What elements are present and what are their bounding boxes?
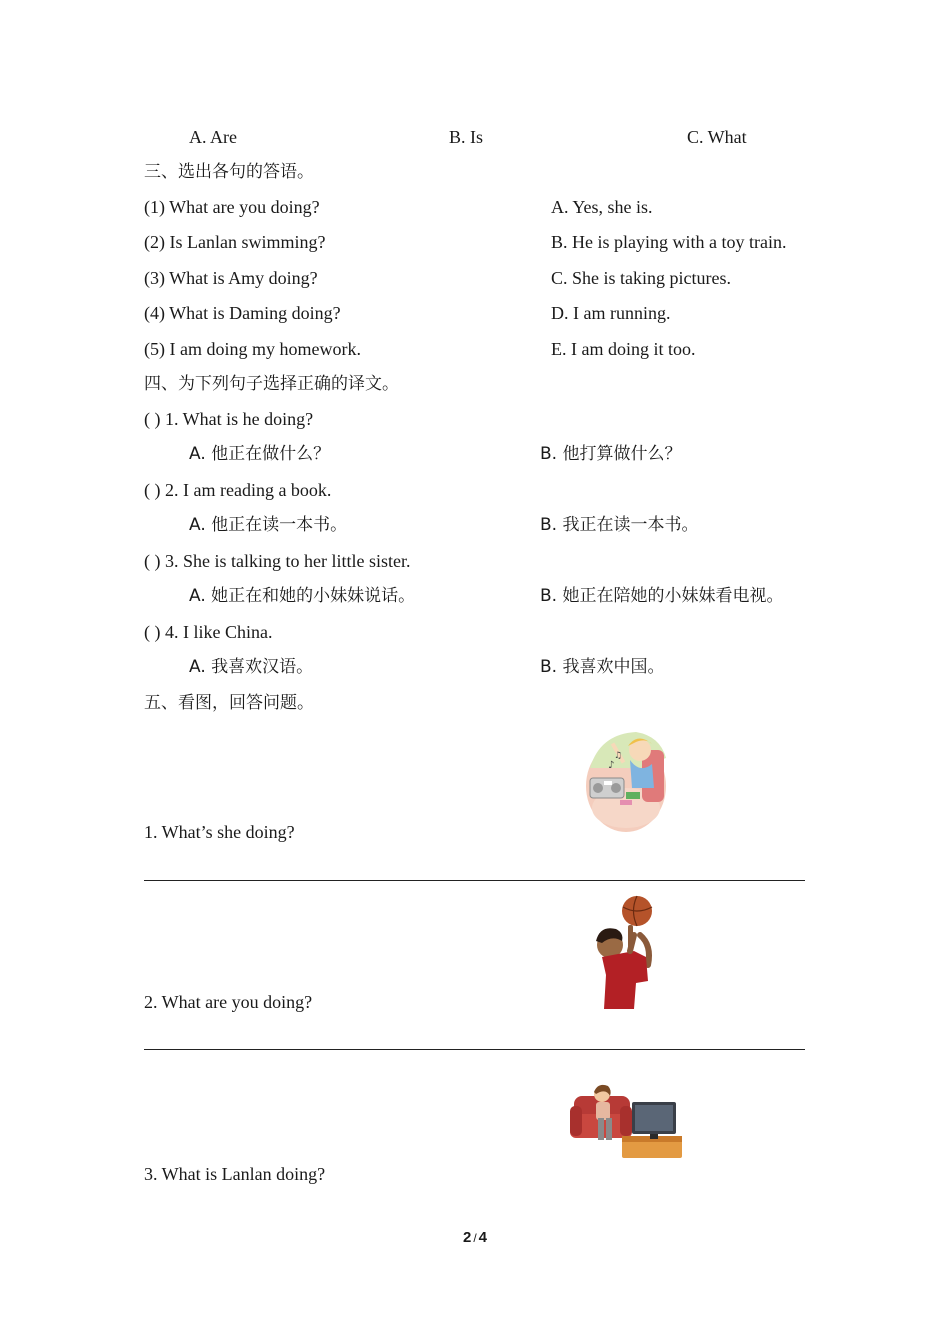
sec3-question: (1) What are you doing? [144, 197, 320, 217]
listening-music-illustration [580, 728, 672, 834]
sec4-question: ( ) 4. I like China. [144, 622, 273, 642]
sec3-answer: E. I am doing it too. [551, 339, 696, 359]
sec4-option-a: A. 她正在和她的小妹妹说话。 [189, 586, 416, 606]
sec4-option-b: B. 我喜欢中国。 [540, 657, 665, 677]
sec4-question: ( ) 3. She is talking to her little sister. [144, 551, 411, 571]
svg-text:♫: ♫ [614, 751, 623, 761]
sec5-question: 1. What’s she doing? [144, 822, 295, 842]
answer-line [144, 880, 805, 881]
sec4-option-a: A. 我喜欢汉语。 [189, 657, 314, 677]
sec4-option-b: B. 我正在读一本书。 [540, 515, 699, 535]
sec3-question: (5) I am doing my homework. [144, 339, 361, 359]
sec4-option-a: A. 他正在做什么？ [189, 444, 331, 464]
sec3-question: (2) Is Lanlan swimming? [144, 232, 326, 252]
sec4-option-a: A. 他正在读一本书。 [189, 515, 348, 535]
sec3-answer: C. She is taking pictures. [551, 268, 731, 288]
basketball-boy-illustration [590, 895, 660, 1011]
sec3-answer: B. He is playing with a toy train. [551, 232, 787, 252]
page-separator: / [473, 1231, 477, 1245]
option-b: B. Is [449, 127, 484, 147]
sec3-question: (3) What is Amy doing? [144, 268, 318, 288]
section4-heading: 四、为下列句子选择正确的译文。 [144, 374, 399, 394]
total-pages: 4 [478, 1229, 488, 1246]
sec5-question: 3. What is Lanlan doing? [144, 1164, 326, 1184]
svg-text:♪: ♪ [608, 760, 615, 771]
sec4-question: ( ) 1. What is he doing? [144, 409, 314, 429]
sec3-question: (4) What is Daming doing? [144, 303, 341, 323]
sec4-option-b: B. 他打算做什么？ [540, 444, 682, 464]
section3-heading: 三、选出各句的答语。 [144, 162, 314, 182]
sec3-answer: A. Yes, she is. [551, 197, 653, 217]
answer-line [144, 1049, 805, 1050]
current-page: 2 [462, 1229, 472, 1246]
option-c: C. What [687, 127, 747, 147]
sec5-question: 2. What are you doing? [144, 992, 313, 1012]
sec4-option-b: B. 她正在陪她的小妹妹看电视。 [540, 586, 784, 606]
page-number [0, 1229, 950, 1246]
watching-tv-illustration [568, 1080, 686, 1164]
section5-heading: 五、看图，回答问题。 [144, 693, 314, 713]
sec3-answer: D. I am running. [551, 303, 671, 323]
sec4-question: ( ) 2. I am reading a book. [144, 480, 332, 500]
option-a: A. Are [189, 127, 237, 147]
